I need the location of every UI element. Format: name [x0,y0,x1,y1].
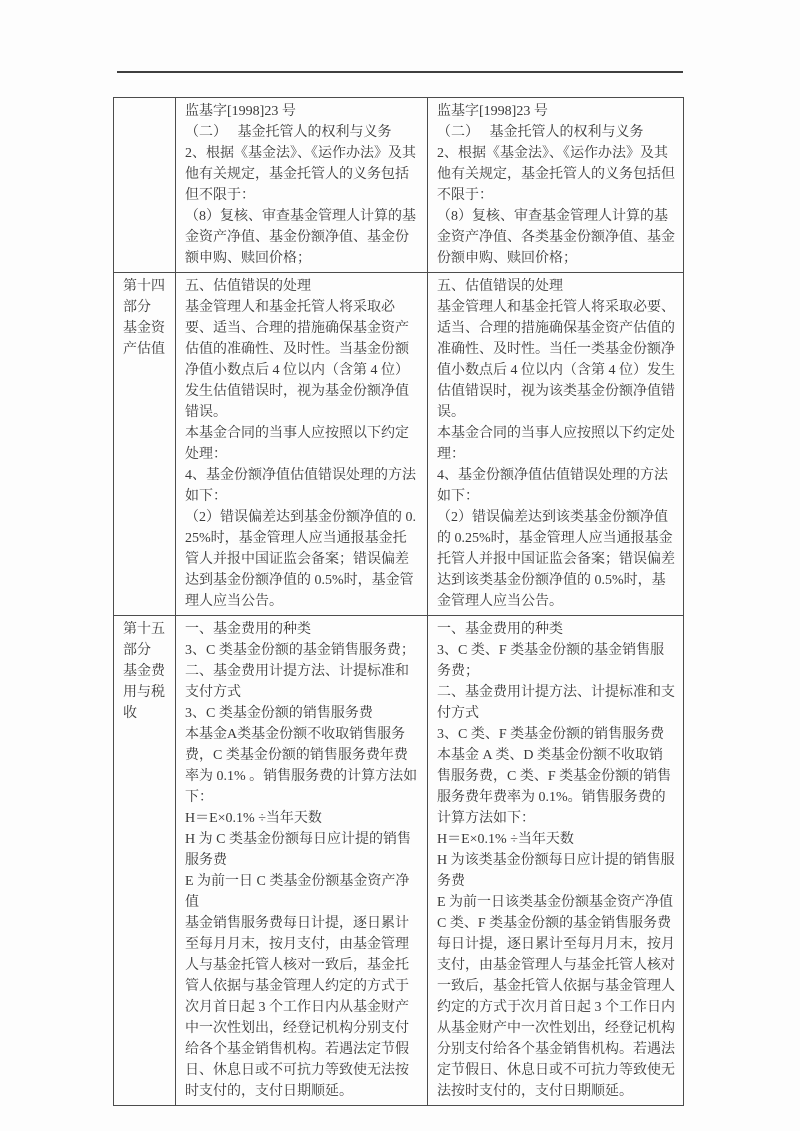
paragraph: （8）复核、审查基金管理人计算的基金资产净值、各类基金份额净值、基金份额申购、赎回价格； [437,209,675,266]
left-version-cell [176,273,428,616]
paragraph: 第十四部分 [123,279,165,315]
paragraph: （2）错误偏差达到基金份额净值的 0.25%时，基金管理人应当通报基金托管人并报中国证监会备案；错误偏差达到基金份额净值的 0.5%时，基金管理人应当公告。 [185,510,416,609]
paragraph: 4、基金份额净值估值错误处理的方法如下： [437,468,668,504]
paragraph: 本基金 A 类、D 类基金份额不收取销售服务费，C 类、F 类基金份额的销售服务费年费率为 0.1%。销售服务费的计算方法如下： [437,748,672,826]
right-version-cell [428,273,684,616]
paragraph: H＝E×0.1% ÷当年天数 [437,832,574,847]
paragraph: 本基金合同的当事人应按照以下约定处理： [437,426,675,462]
paragraph: C 类、F 类基金份额的基金销售服务费每日计提，逐日累计至每月月末，按月支付，由基金管理人与基金托管人核对一致后，基金托管人依据与基金管理人约定的方式于次月首日起 3 个工作日内从基金财产中一次性划出，经登记机构分别支付给各个基金销售机构。若遇法定节假日、休息日或不可抗力等致使无法按时支付的，支付日期顺延。 [437,916,675,1099]
paragraph: 4、基金份额净值估值错误处理的方法如下： [185,468,416,504]
paragraph: 基金费用与税收 [123,664,165,721]
paragraph: 基金销售服务费每日计提，逐日累计至每月月末，按月支付，由基金管理人与基金托管人核对一致后，基金托管人依据与基金管理人约定的方式于次月首日起 3 个工作日内从基金财产中一次性划出，经登记机构分别支付给各个基金销售机构。若遇法定节假日、休息日或不可抗力等致使无法按时支付的，支付日期顺延。 [185,916,409,1099]
paragraph: 第十五部分 [123,622,165,658]
paragraph: 五、估值错误的处理 [437,279,563,294]
paragraph: 基金管理人和基金托管人将采取必要、适当、合理的措施确保基金资产估值的准确性、及时性。当基金份额净值小数点后 4 位以内（含第 4 位）发生估值错误时，视为基金份额净值错误。 [185,300,409,420]
paragraph: 一、基金费用的种类 [185,622,311,637]
left-version-cell [176,616,428,1106]
table-row-part-15-fees [114,616,684,1106]
paragraph: 2、根据《基金法》、《运作办法》及其他有关规定，基金托管人的义务包括但不限于： [185,146,416,203]
paragraph: 一、基金费用的种类 [437,622,563,637]
paragraph: 本基金合同的当事人应按照以下约定处理： [185,426,409,462]
paragraph: （8）复核、审查基金管理人计算的基金资产净值、基金份额净值、基金份额申购、赎回价格； [185,209,416,266]
paragraph: 二、基金费用计提方法、计提标准和支付方式 [437,685,675,721]
paragraph: 二、基金费用计提方法、计提标准和支付方式 [185,664,409,700]
paragraph: （二） 基金托管人的权利与义务 [437,125,644,140]
section-label-cell [114,98,176,273]
paragraph: 3、C 类基金份额的基金销售服务费； [185,643,415,658]
paragraph: 本基金A类基金份额不收取销售服务费，C 类基金份额的销售服务费年费率为 0.1% 。销售服务费的计算方法如下： [185,727,418,805]
paragraph: H 为该类基金份额每日应计提的销售服务费 [437,853,675,889]
paragraph: H＝E×0.1% ÷当年天数 [185,811,322,826]
paragraph: 五、估值错误的处理 [185,279,311,294]
paragraph: H 为 C 类基金份额每日应计提的销售服务费 [185,832,411,868]
paragraph: 监基字[1998]23 号 [185,104,296,119]
section-label-cell [114,273,176,616]
table-row-part-14-valuation [114,273,684,616]
paragraph: 基金管理人和基金托管人将采取必要、适当、合理的措施确保基金资产估值的准确性、及时性。当任一类基金份额净值小数点后 4 位以内（含第 4 位）发生估值错误时，视为该类基金份额净值错误。 [437,300,675,420]
clause-comparison-table [113,97,684,1106]
paragraph: （2）错误偏差达到该类基金份额净值的 0.25%时，基金管理人应当通报基金托管人并报中国证监会备案；错误偏差达到该类基金份额净值的 0.5%时，基金管理人应当公告。 [437,510,675,609]
paragraph: 基金资产估值 [123,321,165,357]
paragraph: 2、根据《基金法》、《运作办法》及其他有关规定，基金托管人的义务包括但不限于： [437,146,675,203]
paragraph: 监基字[1998]23 号 [437,104,548,119]
right-version-cell [428,616,684,1106]
left-version-cell [176,98,428,273]
paragraph: 3、C 类基金份额的销售服务费 [185,706,373,721]
paragraph: （二） 基金托管人的权利与义务 [185,125,392,140]
right-version-cell [428,98,684,273]
paragraph: 3、C 类、F 类基金份额的销售服务费 [437,727,665,742]
table-row-custodian-duties [114,98,684,273]
paragraph: 3、C 类、F 类基金份额的基金销售服务费； [437,643,665,679]
header-rule [117,71,683,73]
paragraph: E 为前一日 C 类基金份额基金资产净值 [185,874,410,910]
paragraph: E 为前一日该类基金份额基金资产净值 [437,895,674,910]
section-label-cell [114,616,176,1106]
